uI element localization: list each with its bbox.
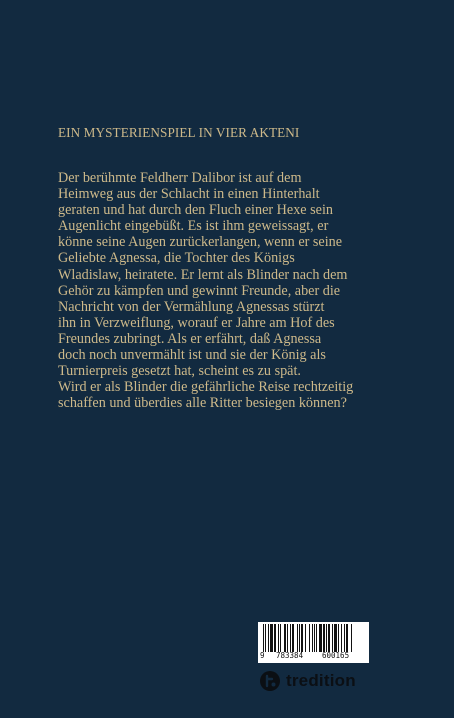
blurb-line: ihn in Verzweiflung, worauf er Jahre am Hof des [58, 314, 335, 331]
blurb-line: Augenlicht eingebüßt. Es ist ihm geweissagt, er [58, 218, 329, 235]
blurb-line: Der berühmte Feldherr Dalibor ist auf dem [58, 170, 302, 186]
barcode-bar [274, 624, 276, 652]
publisher-name: tredition [286, 671, 356, 690]
barcode-bar [290, 624, 291, 652]
barcode-bar [305, 624, 306, 652]
barcode-bar [326, 624, 327, 652]
barcode-bar [297, 624, 298, 652]
barcode-bar [314, 624, 315, 652]
blurb-line: Heimweg aus der Schlacht in einen Hinterhalt [58, 186, 320, 203]
blurb-line: Nachricht von der Vermählung Agnessas stürzt [58, 298, 325, 315]
barcode-bars [261, 624, 366, 652]
tredition-logo-icon [260, 671, 280, 691]
blurb-line: doch noch unvermählt ist und sie der König als [58, 347, 326, 364]
barcode-bar [319, 624, 322, 652]
blurb-line: könne seine Augen zurückerlangen, wenn er seine [58, 234, 343, 251]
barcode-bar [301, 624, 303, 652]
barcode-bar [268, 624, 269, 652]
blurb-line: Geliebte Agnessa, die Tochter des Königs [58, 250, 295, 267]
subtitle: EIN MYSTERIENSPIEL IN VIER AKTENI [58, 125, 300, 140]
barcode-bar [332, 624, 333, 652]
barcode-bar [287, 624, 288, 652]
barcode-bar [316, 624, 317, 652]
blurb-line: Turnierpreis gesetzt hat, scheint es zu spät. [58, 363, 301, 380]
barcode-bar [341, 624, 342, 652]
blurb-line: Gehör zu kämpfen und gewinnt Freunde, aber die [58, 282, 341, 299]
barcode-bar [263, 624, 264, 652]
barcode-bar [312, 624, 313, 652]
barcode-bar [292, 624, 294, 652]
barcode-digits [258, 651, 369, 662]
barcode-bar [270, 624, 273, 652]
barcode-bar [284, 624, 286, 652]
publisher-logo [260, 670, 356, 692]
barcode-digit-group-left: 783384 [276, 651, 304, 660]
barcode-bar [299, 624, 300, 652]
barcode-bar [338, 624, 339, 652]
blurb-line: schaffen und überdies alle Ritter besiegen können? [58, 395, 347, 412]
barcode-bar [309, 624, 310, 652]
barcode-bar [278, 624, 279, 652]
blurb-text [58, 170, 410, 411]
isbn-barcode [258, 622, 369, 663]
blurb-line: Freundes zubringt. Als er erfährt, daß Agnessa [58, 330, 322, 347]
barcode-bar [323, 624, 325, 652]
barcode-bar [265, 624, 266, 652]
barcode-bar [334, 624, 337, 652]
barcode-bar [328, 624, 330, 652]
barcode-bar [351, 624, 352, 652]
barcode-digit-group-right: 600165 [322, 651, 350, 660]
barcode-bar [344, 624, 345, 652]
blurb-line: Wird er als Blinder die gefährliche Reise rechtzeitig [58, 379, 354, 396]
barcode-bar [346, 624, 348, 652]
barcode-bar [280, 624, 281, 652]
blurb-line: Wladislaw, heiratete. Er lernt als Blinder nach dem [58, 266, 348, 283]
blurb-line: geraten und hat durch den Fluch einer Hexe sein [58, 202, 333, 219]
barcode-digit-prefix: 9 [260, 651, 265, 660]
